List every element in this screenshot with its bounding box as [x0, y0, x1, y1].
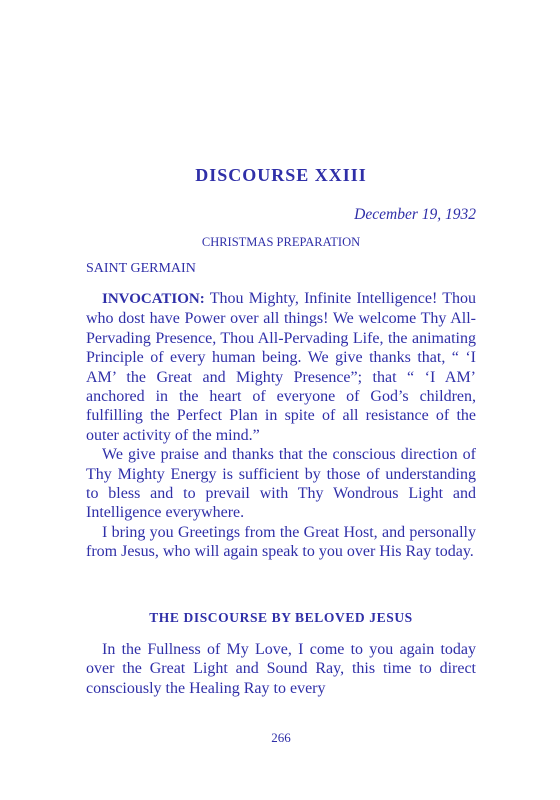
section-heading: THE DISCOURSE BY BELOVED JESUS — [149, 610, 413, 625]
discourse-title: DISCOURSE XXIII — [195, 165, 367, 185]
section-paragraph: In the Fullness of My Love, I come to you again today over the Great Light and Sound Ray, this time to direct consciously the Healing Ray to every — [86, 641, 476, 697]
invocation-lead: INVOCATION: — [102, 291, 205, 307]
book-page — [86, 0, 476, 800]
body-paragraph: I bring you Greetings from the Great Host, and personally from Jesus, who will again speak to you over His Ray today. — [86, 523, 476, 561]
invocation-paragraph — [86, 289, 476, 445]
page-number: 266 — [271, 730, 291, 745]
speaker-name: SAINT GERMAIN — [86, 261, 196, 276]
invocation-text: Thou Mighty, Infinite Intelligence! Thou who dost have Power over all things! We welcome Thy All-Pervading Presence, Thou All-Pervading Life, the animating Principle of every human being. We give thanks that, “ ‘I AM’ the Great and Mighty Presence”; that “ ‘I AM’ anchored in the heart of everyone of God’s children, fulfilling the Perfect Plan in spite of all resistance of the outer activity of the mind.” — [86, 290, 476, 444]
body-paragraph: We give praise and thanks that the conscious direction of Thy Mighty Energy is sufficient by those of understanding to bless and to prevail with Thy Wondrous Light and Intelligence everywhere. — [86, 446, 476, 522]
discourse-date: December 19, 1932 — [354, 206, 476, 223]
section-body — [86, 640, 476, 698]
discourse-body — [86, 289, 476, 562]
discourse-subtitle: CHRISTMAS PREPARATION — [201, 235, 361, 249]
